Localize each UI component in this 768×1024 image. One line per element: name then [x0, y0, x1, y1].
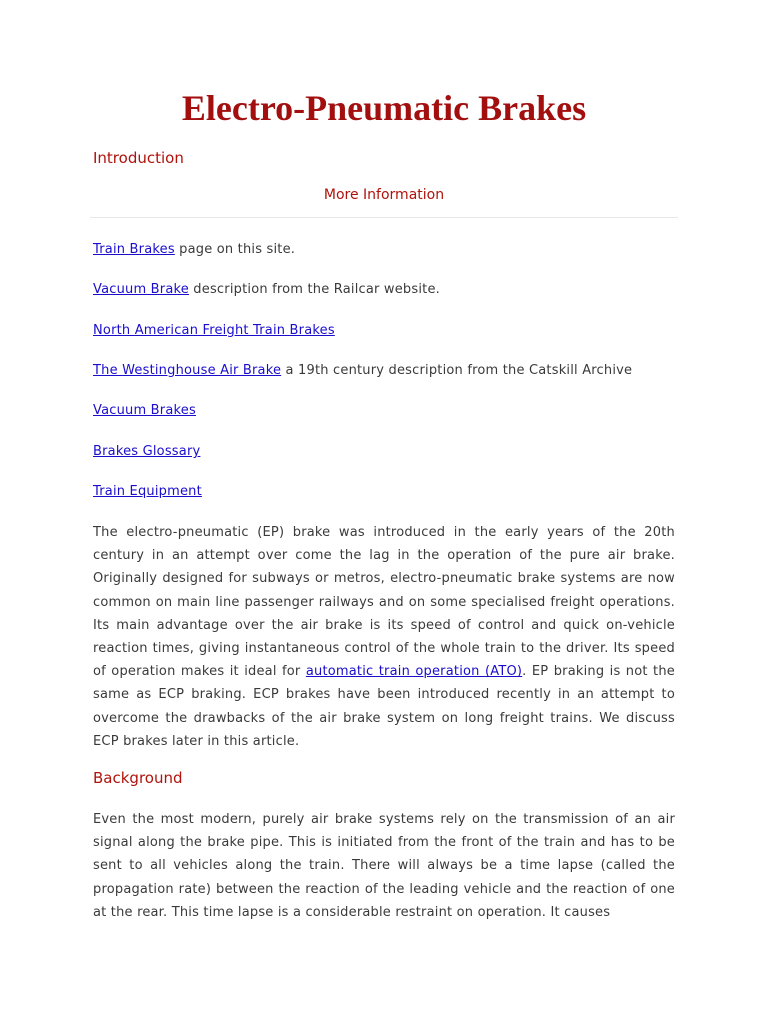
link-description: a 19th century description from the Catskill Archive — [281, 363, 633, 378]
vacuum-brake-link[interactable]: Vacuum Brake — [93, 282, 189, 297]
vacuum-brakes-link[interactable]: Vacuum Brakes — [93, 403, 196, 418]
link-line-train-brakes — [93, 241, 295, 259]
background-heading: Background — [93, 769, 183, 787]
link-description: page on this site. — [174, 242, 296, 257]
link-description: description from the Railcar website. — [188, 282, 440, 297]
more-information-heading: More Information — [323, 187, 445, 203]
train-brakes-link[interactable]: Train Brakes — [93, 242, 175, 257]
westinghouse-air-brake-link[interactable]: The Westinghouse Air Brake — [93, 363, 282, 378]
train-equipment-link[interactable]: Train Equipment — [93, 484, 202, 499]
divider — [90, 217, 678, 218]
intro-text-after: . EP braking is not the same as ECP braking. ECP brakes have been introduced recently in an attempt to overcome the drawbacks of the air brake system on long freight trains. We discuss ECP brakes later in this article. — [93, 664, 675, 749]
introduction-heading: Introduction — [93, 149, 184, 167]
link-line-train-equipment — [93, 483, 202, 501]
link-line-vacuum-brake — [93, 281, 440, 299]
link-line-westinghouse — [93, 362, 632, 380]
background-paragraph: Even the most modern, purely air brake systems rely on the transmission of an air signal along the brake pipe. This is initiated from the front of the train and has to be sent to all vehicles along the train. There will always be a time lapse (called the propagation rate) between the reaction of the leading vehicle and the reaction of one at the rear. This time lapse is a considerable restraint on operation. It causes — [93, 812, 675, 920]
link-line-north-american — [93, 322, 335, 340]
link-line-brakes-glossary — [93, 443, 200, 461]
brakes-glossary-link[interactable]: Brakes Glossary — [93, 444, 201, 459]
link-line-vacuum-brakes — [93, 402, 196, 420]
north-american-freight-train-brakes-link[interactable]: North American Freight Train Brakes — [93, 323, 335, 338]
introduction-paragraph — [93, 521, 675, 753]
intro-text-before: The electro-pneumatic (EP) brake was introduced in the early years of the 20th century in an attempt over come the lag in the operation of the pure air brake. Originally designed for subways or metros, electro-pneumatic brake systems are now common on main line passenger railways and on some specialised freight operations. Its main advantage over the air brake is its speed of control and quick on-vehicle reaction times, giving instantaneous control of the whole train to the driver. Its speed of operation makes it ideal for — [93, 525, 675, 680]
automatic-train-operation-link[interactable]: automatic train operation (ATO) — [305, 664, 523, 680]
page-title: Electro-Pneumatic Brakes — [181, 88, 587, 128]
